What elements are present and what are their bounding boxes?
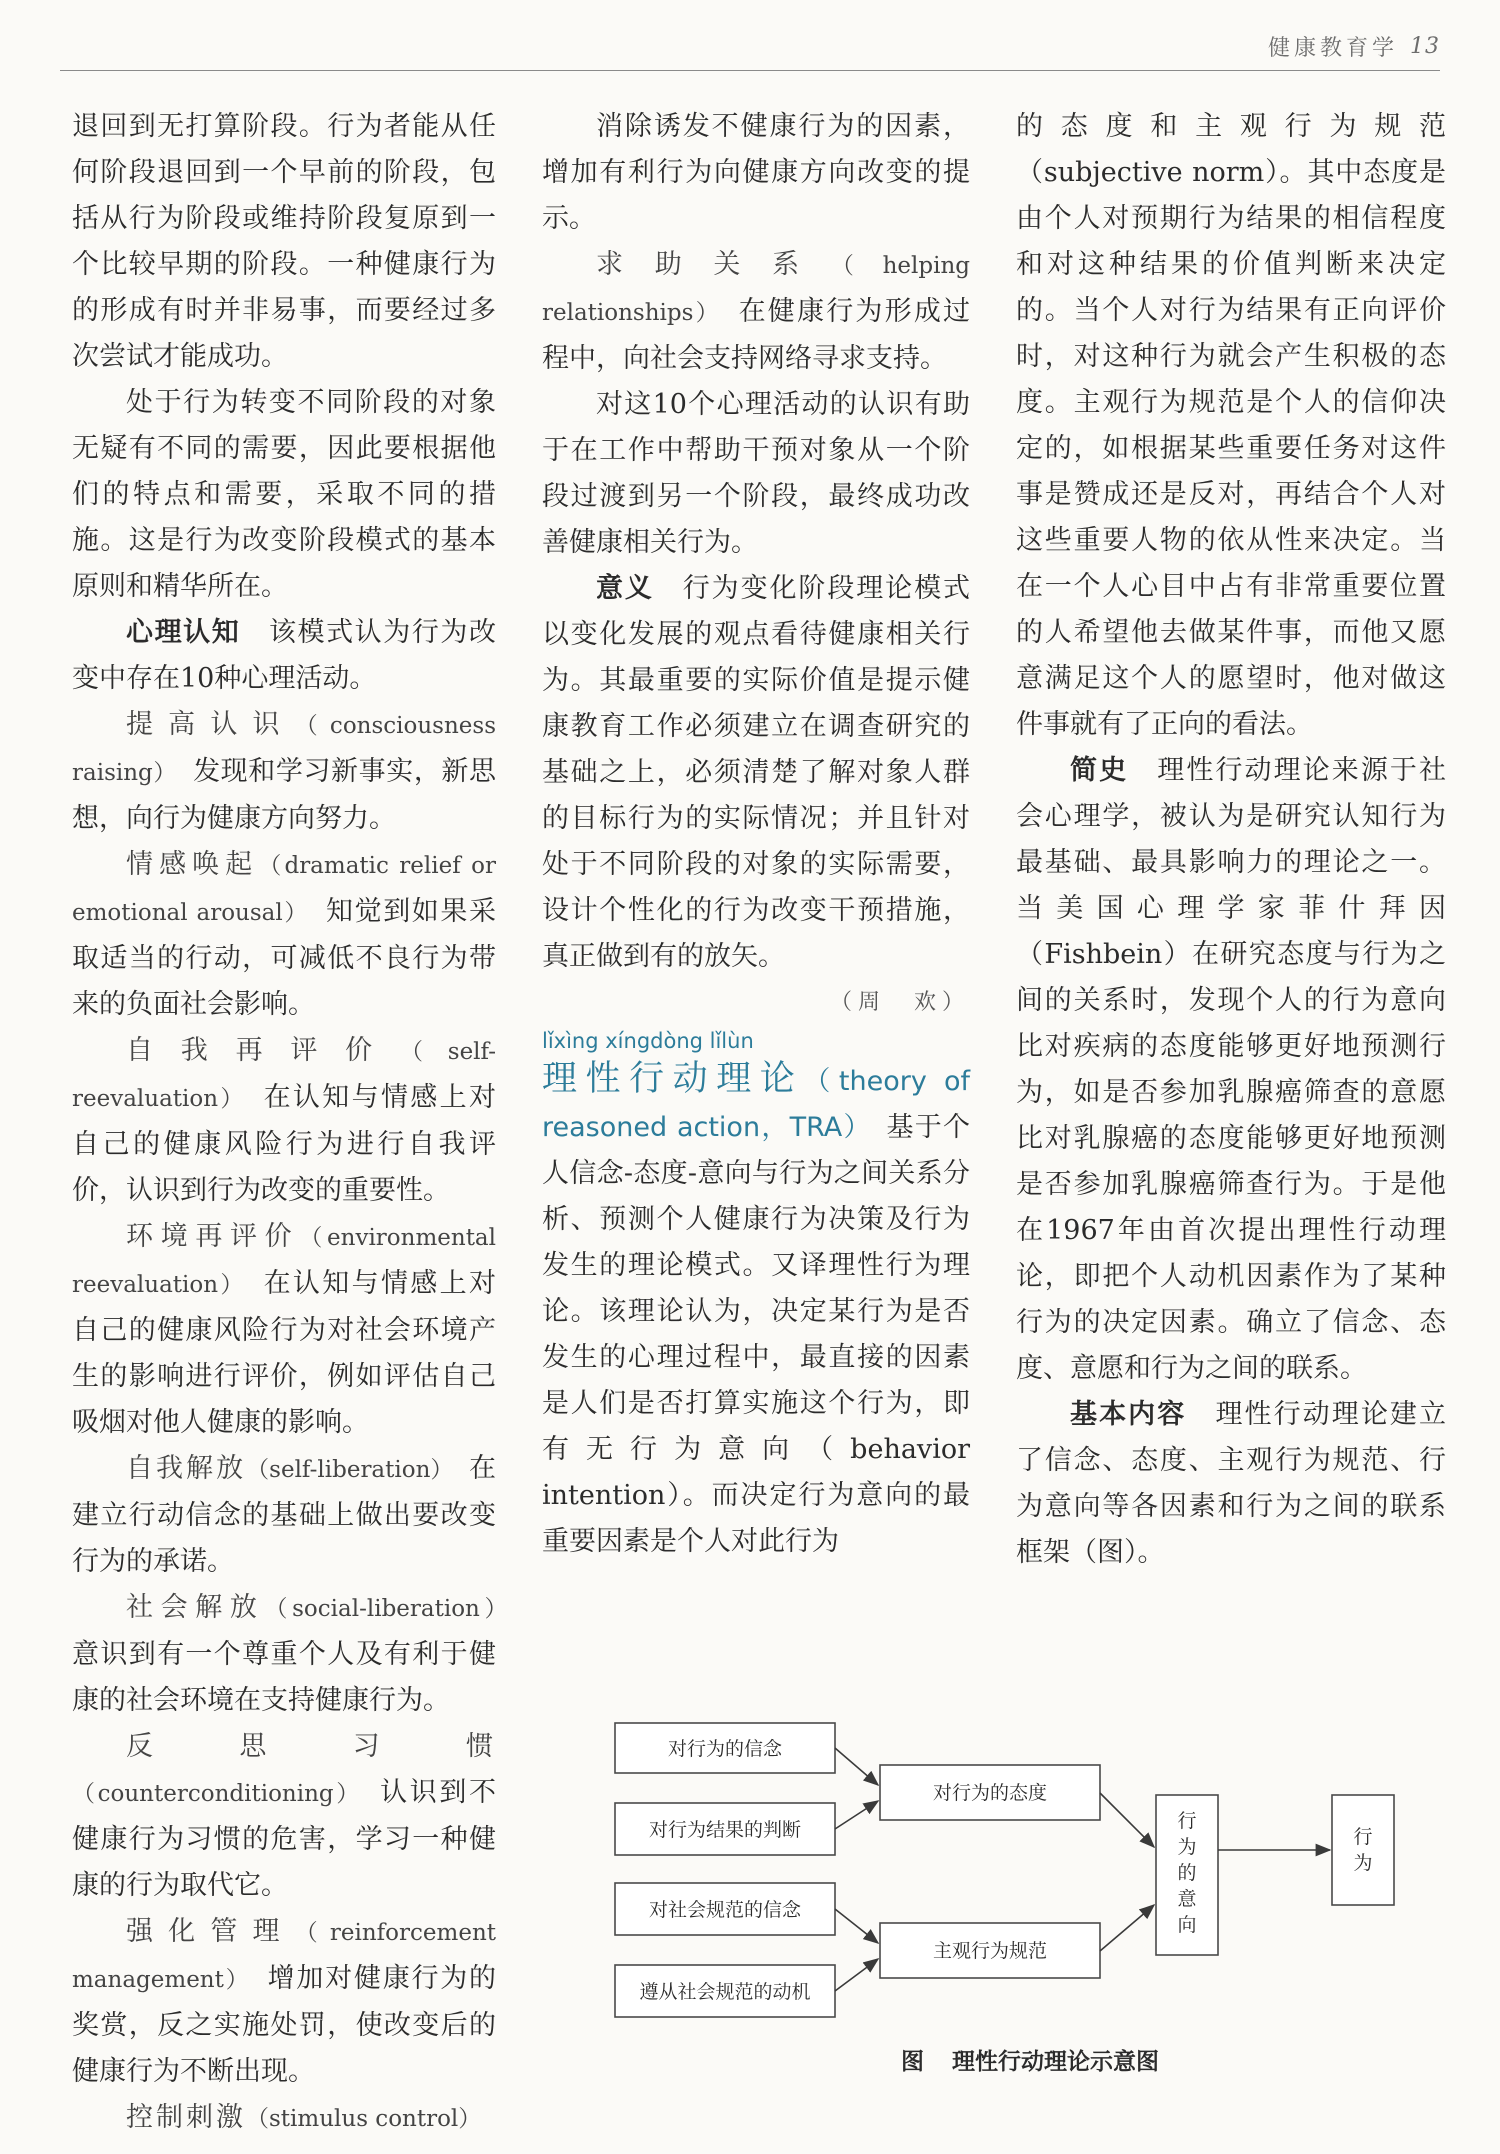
- arrow: [835, 1959, 878, 1991]
- list-item: 社会解放（social-liberation） 意识到有一个尊重个人及有利于健康的社会环境在支持健康行为。: [72, 1592, 496, 1716]
- box-label-char: 的: [1177, 1862, 1197, 1884]
- column-middle: [542, 104, 970, 1565]
- section-keyword: 意义: [596, 573, 654, 604]
- column-left: [72, 104, 496, 2142]
- box-label-char: 为: [1177, 1836, 1197, 1858]
- box-label-char: 意: [1177, 1888, 1197, 1910]
- list-item: 强化管理（reinforcement management） 增加对健康行为的奖赏，反之实施处罚，使改变后的健康行为不断出现。: [72, 1916, 497, 2087]
- arrow: [835, 1909, 878, 1943]
- list-item: 情感唤起（dramatic relief or emotional arousal） 知觉到如果采取适当的行动，可减低不良行为带来的负面社会影响。: [72, 849, 496, 1020]
- box-label: 遵从社会规范的动机: [639, 1981, 811, 2003]
- figure-caption: [610, 2043, 1450, 2076]
- paragraph: 对这10个心理活动的认识有助于在工作中帮助干预对象从一个阶段过渡到另一个阶段，最终成功改善健康相关行为。: [542, 389, 970, 558]
- paragraph: 消除诱发不健康行为的因素，增加有利行为向健康方向改变的提示。: [542, 111, 970, 234]
- section-keyword: 简史: [1070, 755, 1129, 786]
- box-label: 对行为结果的判断: [648, 1819, 802, 1841]
- header-rule: [60, 70, 1440, 71]
- paragraph: 处于行为转变不同阶段的对象无疑有不同的需要，因此要根据他们的特点和需要，采取不同的措施。这是行为改变阶段模式的基本原则和精华所在。: [72, 387, 496, 602]
- running-title: 健康教育学: [1267, 35, 1398, 61]
- list-item: 控制刺激（stimulus control）: [126, 2102, 482, 2133]
- box-label-char: 行: [1353, 1826, 1373, 1848]
- arrow: [835, 1801, 878, 1829]
- paragraph-significance: 意义 行为变化阶段理论模式以变化发展的观点看待健康相关行为。其最重要的实际价值是提示健康教育工作必须建立在调查研究的基础之上，必须清楚了解对象人群的目标行为的实际情况；并且针对处于不同阶段的对象的实际需要，设计个性化的行为改变干预措施，真正做到有的放矢。: [542, 573, 971, 972]
- entry-pinyin: lǐxìng xíngdòng lǐlùn: [542, 1029, 754, 1053]
- section-keyword: 心理认知: [126, 617, 241, 648]
- list-item: 环境再评价（environmental reevaluation） 在认知与情感上对自己的健康风险行为对社会环境产生的影响进行评价，例如评估自己吸烟对他人健康的影响。: [72, 1221, 497, 1438]
- paragraph: 退回到无打算阶段。行为者能从任何阶段退回到一个早前的阶段，包括从行为阶段或维持阶段复原到一个比较早期的阶段。一种健康行为的形成有时并非易事，而要经过多次尝试才能成功。: [72, 111, 496, 372]
- box-label: 对行为的信念: [667, 1738, 783, 1760]
- author-signature: （周 欢）: [829, 990, 970, 1015]
- caption-text: 理性行动理论示意图: [952, 2049, 1159, 2075]
- list-item: 自我解放（self-liberation） 在建立行动信念的基础上做出要改变行为的承诺。: [72, 1453, 496, 1577]
- box-behavior: [1332, 1795, 1394, 1905]
- paragraph: 的态度和主观行为规范（subjective norm）。其中态度是由个人对预期行为结果的相信程度和对这种结果的价值判断来决定的。当个人对行为结果有正向评价时，对这种行为就会产生积极的态度。主观行为规范是个人的信仰决定的，如根据某些重要任务对这件事是赞成还是反对，再结合个人对这些重要人物的依从性来决定。当在一个人心目中占有非常重要位置的人希望他去做某件事，而他又愿意满足这个人的愿望时，他对做这件事就有了正向的看法。: [1016, 111, 1446, 740]
- caption-label: 图: [901, 2049, 924, 2075]
- paragraph-cognition: 心理认知 该模式认为行为改变中存在10种心理活动。: [72, 617, 497, 694]
- entry-title: 理性行动理论: [542, 1059, 804, 1099]
- entry-english: （theory of reasoned action，TRA）: [542, 1066, 970, 1143]
- box-label-char: 为: [1353, 1852, 1373, 1874]
- list-item: 提高认识（consciousness raising） 发现和学习新事实，新思想，向行为健康方向努力。: [72, 709, 497, 834]
- column-right: [1016, 104, 1446, 1576]
- paragraph-history: 简史 理性行动理论来源于社会心理学，被认为是研究认知行为最基础、最具影响力的理论之一。当美国心理学家菲什拜因（Fishbein）在研究态度与行为之间的关系时，发现个人的行为意向比对疾病的态度能够更好地预测行为，如是否参加乳腺癌筛查的意愿比对乳腺癌的态度能够更好地预测是否参加乳腺癌筛查行为。于是他在1967年由首次提出理性行动理论，即把个人动机因素作为了某种行为的决定因素。确立了信念、态度、意愿和行为之间的联系。: [1016, 755, 1447, 1384]
- tra-diagram: [610, 1715, 1450, 2095]
- box-label-char: 向: [1177, 1914, 1197, 1936]
- page-number: 13: [1410, 33, 1440, 59]
- box-label-char: 行: [1177, 1810, 1197, 1832]
- box-label: 对行为的态度: [932, 1782, 1048, 1804]
- arrow: [1100, 1793, 1154, 1847]
- list-item: 求助关系（helping relationships） 在健康行为形成过程中，向社会支持网络寻求支持。: [542, 249, 971, 374]
- list-item: 自我再评价（self-reevaluation） 在认知与情感上对自己的健康风险行为进行自我评价，认识到行为改变的重要性。: [72, 1035, 496, 1206]
- box-label: 主观行为规范: [932, 1940, 1048, 1962]
- arrow: [835, 1748, 878, 1785]
- running-header: [60, 26, 1440, 66]
- entry-definition: 理性行动理论（theory of reasoned action，TRA） 基于个人信念-态度-意向与行为之间关系分析、预测个人健康行为决策及行为发生的理论模式。又译理性行为理论。该理论认为，决定某行为是否发生的心理过程中，最直接的因素是人们是否打算实施这个行为，即有无行为意向（behavior intention）。而决定行为意向的最重要因素是个人对此行为: [542, 1059, 971, 1557]
- arrow: [1100, 1905, 1154, 1951]
- section-keyword: 基本内容: [1070, 1399, 1187, 1430]
- paragraph-content: 基本内容 理性行动理论建立了信念、态度、主观行为规范、行为意向等各因素和行为之间的联系框架（图）。: [1016, 1399, 1447, 1568]
- box-label: 对社会规范的信念: [648, 1899, 802, 1921]
- list-item: 反思习惯（counterconditioning） 认识到不健康行为习惯的危害，学习一种健康的行为取代它。: [72, 1731, 497, 1901]
